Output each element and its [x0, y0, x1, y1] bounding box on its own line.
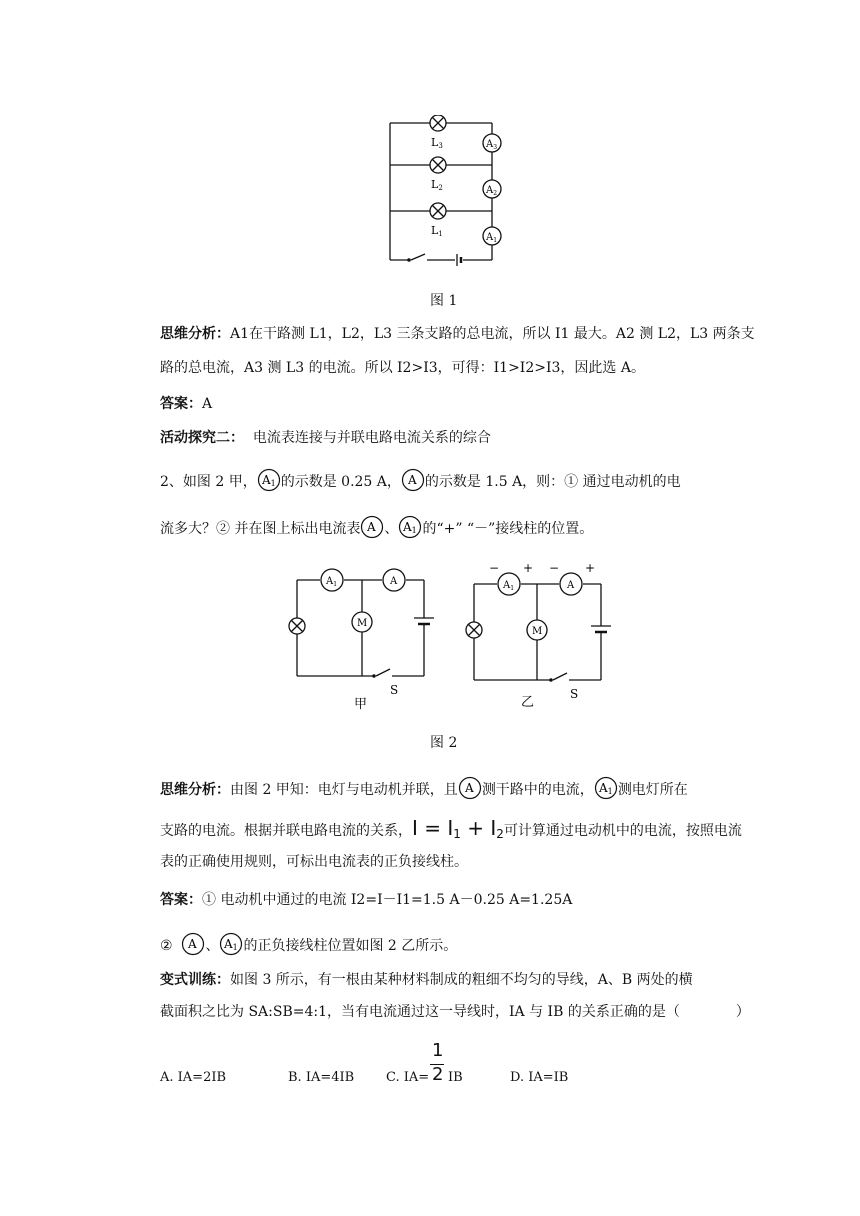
figure2-circuits	[282, 556, 622, 716]
ammeter-a3	[483, 134, 501, 152]
question2-part1: 的示数是 0.25 A，	[280, 474, 401, 490]
option-c[interactable]	[386, 1040, 478, 1092]
svg-text:A1: A1	[403, 520, 418, 535]
option-d[interactable]: D. IA=IB	[510, 1070, 569, 1085]
question2-line2	[160, 515, 593, 539]
svg-text:A1: A1	[598, 781, 613, 796]
answer2-line2	[160, 932, 457, 956]
switch-label-right: S	[570, 687, 579, 701]
ammeter-a-icon	[401, 468, 425, 492]
ammeter-a1	[483, 227, 501, 245]
answer2-line2-sep: 、	[205, 938, 220, 954]
svg-text:A3: $A_3$	[486, 139, 498, 151]
answer2-label: 答案：	[160, 892, 202, 908]
figure2-right-label: 乙	[521, 695, 535, 710]
ammeter-a1-icon	[594, 776, 618, 800]
option-c-numerator: 1	[432, 1040, 444, 1061]
svg-text:A: A	[407, 473, 417, 487]
svg-text:A1: $A_1$	[486, 232, 498, 244]
figure2-left-label: 甲	[354, 697, 368, 712]
ammeter-a-icon	[360, 515, 384, 539]
answer2-line2-suffix: 的正负接线柱位置如图 2 乙所示。	[243, 938, 458, 954]
svg-text:A1: A1	[261, 473, 276, 488]
activity2-label: 活动探究二：	[160, 430, 244, 446]
ammeter-a-label-left: A	[390, 576, 398, 587]
question2-line2-sep: 、	[384, 521, 399, 537]
lamp-label-l1: L1	[431, 224, 443, 238]
question2-part2: 的示数是 1.5 A，则：① 通过电动机的电	[424, 474, 681, 490]
minus-sign: −	[549, 561, 560, 575]
ammeter-a1-label-right: $A_1$	[503, 580, 515, 592]
analysis2-l2-a: 支路的电流。根据并联电路电流的关系，	[160, 823, 412, 839]
analysis2-label: 思维分析：	[160, 782, 230, 798]
analysis1-text1: A1在干路测 L1，L2，L3 三条支路的总电流，所以 I1 最大。A2 测 L2，L3 两条支	[230, 326, 755, 342]
question2-prefix: 2、如图 2 甲，	[160, 474, 257, 490]
lamp-label-l2: L2	[431, 178, 443, 192]
answer1-value: A	[202, 396, 213, 412]
analysis2-l1-c: 测电灯所在	[617, 782, 688, 798]
minus-sign: −	[489, 561, 500, 575]
ammeter-a-icon	[181, 932, 205, 956]
analysis2-line3: 表的正确使用规则，可标出电流表的正负接线柱。	[160, 854, 468, 870]
analysis2-line1	[160, 776, 688, 800]
option-a[interactable]: A. IA=2IB	[160, 1070, 227, 1085]
option-c-prefix: C. IA=	[386, 1070, 430, 1085]
question2-line2-a: 流多大？② 并在图上标出电流表	[160, 521, 361, 537]
answer2-line1-text: ① 电动机中通过的电流 I2=I－I1=1.5 A－0.25 A=1.25A	[202, 892, 573, 908]
variant-line1	[160, 970, 693, 990]
ammeter-a1-label-left: $A_1$	[326, 576, 338, 588]
svg-text:A: A	[188, 937, 198, 951]
activity2-heading	[160, 428, 491, 448]
ammeter-a-label-right: A	[567, 580, 575, 591]
variant-label: 变式训练：	[160, 972, 230, 988]
ammeter-a1-icon	[219, 932, 243, 956]
question2-line2-b: 的“+” “－”接线柱的位置。	[422, 521, 594, 537]
switch-label-left: S	[390, 683, 399, 697]
variant-line2: 截面积之比为 SA:SB=4:1，当有电流通过这一导线时，IA 与 IB 的关系正确的是（ ）	[160, 1004, 750, 1020]
analysis1-line1	[160, 324, 755, 344]
activity2-title: 电流表连接与并联电路电流关系的综合	[252, 430, 491, 446]
figure1-circuit	[385, 115, 505, 270]
analysis2-l1-a: 由图 2 甲知：电灯与电动机并联，且	[230, 782, 458, 798]
lamp-label-l3: L3	[431, 136, 443, 150]
motor-label-right: M	[532, 626, 543, 637]
figure1-caption: 图 1	[430, 293, 458, 309]
ammeter-a1-icon	[398, 515, 422, 539]
svg-text:A1: A1	[224, 937, 239, 952]
option-b[interactable]: B. IA=4IB	[288, 1070, 355, 1085]
answer2-line2-prefix: ②	[160, 938, 173, 954]
plus-sign: +	[585, 561, 596, 575]
answer1-label: 答案：	[160, 396, 202, 412]
figure2-caption: 图 2	[430, 735, 458, 751]
analysis1-label: 思维分析：	[160, 326, 230, 342]
analysis2-l1-b: 测干路中的电流，	[481, 782, 594, 798]
ammeter-a-icon	[458, 776, 482, 800]
answer2-line1	[160, 890, 572, 910]
question2-line1	[160, 468, 681, 492]
analysis2-l2-b: 可计算通过电动机中的电流，按照电流	[503, 823, 742, 839]
analysis2-line2	[160, 818, 742, 844]
motor-label-left: M	[357, 618, 368, 629]
answer1	[160, 394, 212, 414]
parallel-current-formula: I = I1 + I2	[412, 816, 504, 841]
option-c-denominator: 2	[432, 1064, 444, 1085]
variant-l1: 如图 3 所示，有一根由某种材料制成的粗细不均匀的导线，A、B 两处的横	[230, 972, 693, 988]
ammeter-a1-icon	[257, 468, 281, 492]
option-c-suffix: IB	[448, 1070, 463, 1085]
analysis1-line2: 路的总电流，A3 测 L3 的电流。所以 I2>I3，可得：I1>I2>I3，因此选 A。	[160, 360, 645, 376]
plus-sign: +	[523, 561, 534, 575]
svg-text:A: A	[464, 781, 474, 795]
svg-text:A: A	[367, 520, 377, 534]
svg-text:A2: $A_2$	[486, 185, 498, 197]
ammeter-a2	[483, 180, 501, 198]
